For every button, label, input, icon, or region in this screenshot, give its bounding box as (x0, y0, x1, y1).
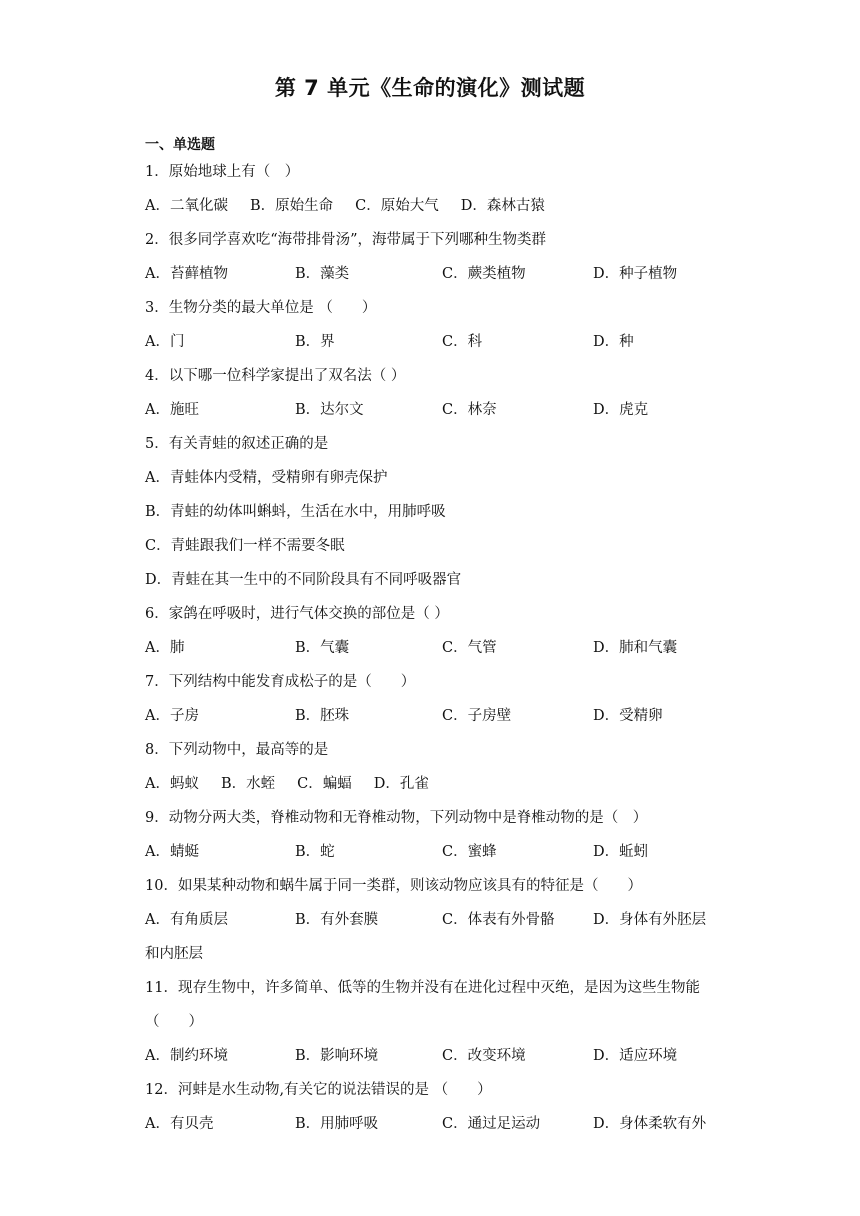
option: C．林奈 (442, 402, 497, 418)
option: D．虎克 (593, 402, 649, 418)
option: D．孔雀 (373, 776, 429, 792)
option: C．改变环境 (442, 1048, 526, 1064)
option: C．体表有外骨骼 (442, 912, 555, 928)
option: A．子房 (145, 708, 199, 724)
option: A．二氧化碳 (145, 198, 228, 214)
section-heading: 一、单选题 (145, 137, 215, 153)
question-stem: 2．很多同学喜欢吃“海带排骨汤”，海带属于下列哪种生物类群 (145, 232, 547, 248)
question-stem: 11．现存生物中，许多简单、低等的生物并没有在进化过程中灭绝，是因为这些生物能 (145, 980, 700, 996)
option: D．种子植物 (593, 266, 678, 282)
option: C．蜜蜂 (442, 844, 497, 860)
option: C．通过足运动 (442, 1116, 541, 1132)
option: D．种 (593, 334, 634, 350)
option: C．青蛙跟我们一样不需要冬眠 (145, 538, 345, 554)
option: D．受精卵 (593, 708, 663, 724)
option-continuation: 和内胚层 (145, 946, 203, 962)
option: C．蕨类植物 (442, 266, 526, 282)
option: C．原始大气 (355, 198, 439, 214)
option: A．施旺 (145, 402, 199, 418)
option: B．胚珠 (295, 708, 350, 724)
option: D．身体有外胚层 (593, 912, 707, 928)
question-stem-continuation: （ ） (145, 1014, 203, 1030)
option: D．蚯蚓 (593, 844, 649, 860)
option: C．子房壁 (442, 708, 512, 724)
question-stem: 8．下列动物中，最高等的是 (145, 742, 329, 758)
question-stem: 3．生物分类的最大单位是 （ ） (145, 300, 377, 316)
option: B．气囊 (295, 640, 350, 656)
options-row (145, 196, 567, 216)
question-stem: 12．河蚌是水生动物,有关它的说法错误的是 （ ） (145, 1082, 492, 1098)
option: A．蜻蜓 (145, 844, 199, 860)
option: B．用肺呼吸 (295, 1116, 379, 1132)
option: D．身体柔软有外 (593, 1116, 707, 1132)
option: A．制约环境 (145, 1048, 228, 1064)
question-stem: 9．动物分两大类，脊椎动物和无脊椎动物，下列动物中是脊椎动物的是（ ） (145, 810, 648, 826)
option: B．水蛭 (220, 776, 276, 792)
question-stem: 5．有关青蛙的叙述正确的是 (145, 436, 329, 452)
option: A．蚂蚁 (145, 776, 199, 792)
options-row (145, 774, 451, 794)
option: C．蝙蝠 (297, 776, 352, 792)
option: D．肺和气囊 (593, 640, 678, 656)
option: D．森林古猿 (460, 198, 545, 214)
option: B．青蛙的幼体叫蝌蚪，生活在水中，用肺呼吸 (145, 504, 446, 520)
question-stem: 10．如果某种动物和蜗牛属于同一类群，则该动物应该具有的特征是（ ） (145, 878, 642, 894)
option: A．有角质层 (145, 912, 228, 928)
question-stem: 1．原始地球上有（ ） (145, 164, 300, 180)
option: B．原始生命 (249, 198, 334, 214)
option: B．蛇 (295, 844, 335, 860)
option: B．影响环境 (295, 1048, 379, 1064)
option: A．门 (145, 334, 185, 350)
option: A．苔藓植物 (145, 266, 228, 282)
option: C．气管 (442, 640, 497, 656)
option: B．达尔文 (295, 402, 364, 418)
option: A．青蛙体内受精，受精卵有卵壳保护 (145, 470, 388, 486)
option: B．界 (295, 334, 335, 350)
option: C．科 (442, 334, 483, 350)
option: B．有外套膜 (295, 912, 379, 928)
option: D．适应环境 (593, 1048, 678, 1064)
option: A．有贝壳 (145, 1116, 214, 1132)
question-stem: 4．以下哪一位科学家提出了双名法（ ） (145, 368, 406, 384)
question-stem: 7．下列结构中能发育成松子的是（ ） (145, 674, 416, 690)
option: B．藻类 (295, 266, 350, 282)
option: D．青蛙在其一生中的不同阶段具有不同呼吸器官 (145, 572, 462, 588)
question-stem: 6．家鸽在呼吸时，进行气体交换的部位是（ ） (145, 606, 449, 622)
page-title: 第 7 单元《生命的演化》测试题 (274, 76, 586, 100)
option: A．肺 (145, 640, 185, 656)
